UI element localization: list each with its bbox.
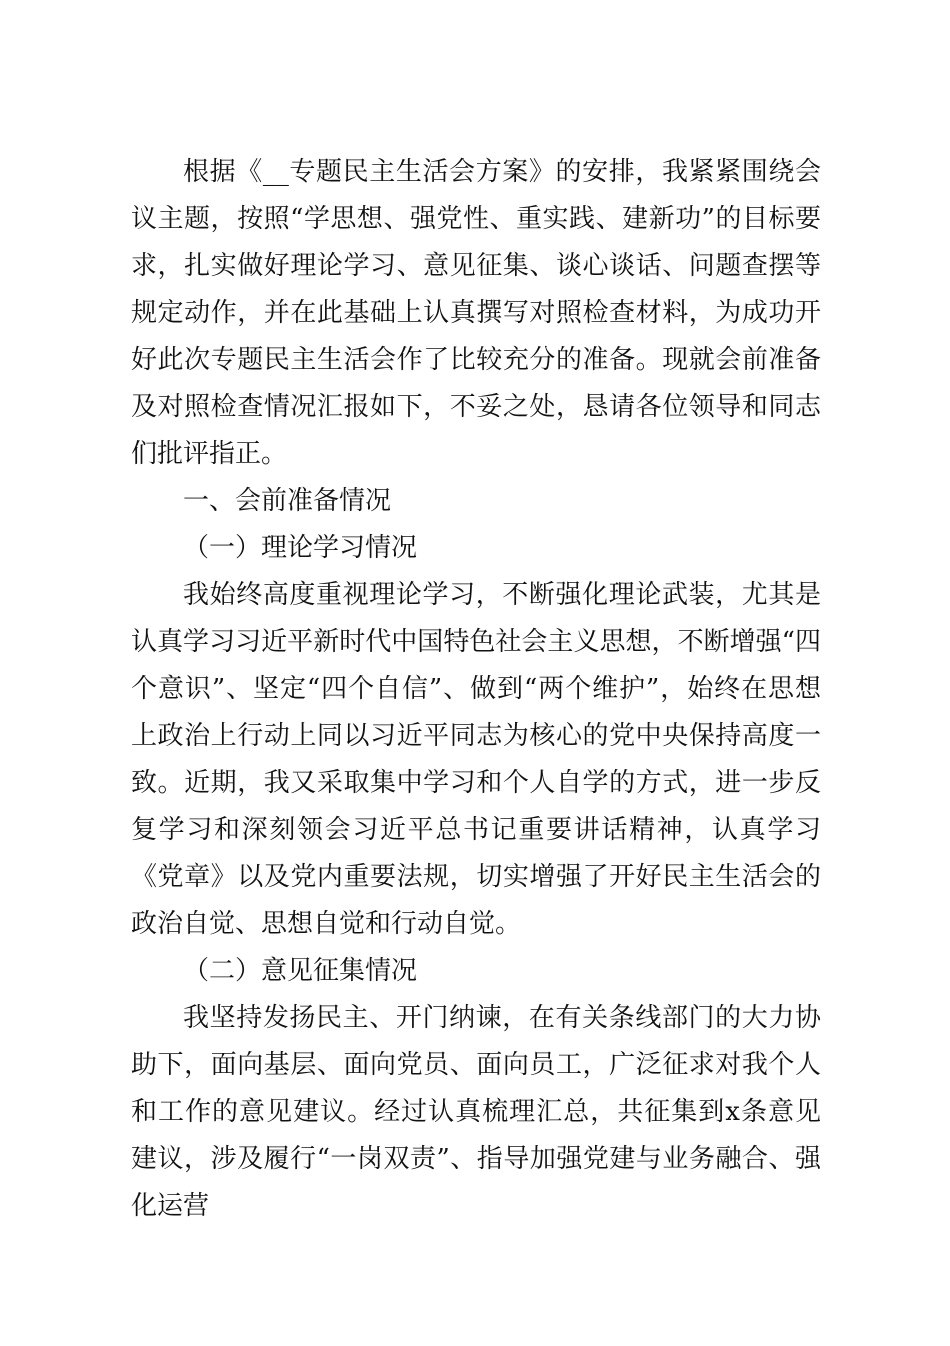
subsection-heading-2: （二）意见征集情况: [183, 956, 418, 986]
section-heading-1: 一、会前准备情况: [183, 486, 392, 516]
theory-study-paragraph: 我始终高度重视理论学习，不断强化理论武装，尤其是认真学习习近平新时代中国特色社会主义思想，不断增强“四个意识”、坚定“四个自信”、做到“两个维护”，始终在思想上政治上行动上同以习近平同志为核心的党中央保持高度一致。近期，我又采取集中学习和个人自学的方式，进一步反复学习和深刻领会习近平总书记重要讲话精神，认真学习《党章》以及党内重要法规，切实增强了开好民主生活会的政治自觉、思想自觉和行动自觉。: [131, 580, 821, 939]
intro-paragraph: 根据《__专题民主生活会方案》的安排，我紧紧围绕会议主题，按照“学思想、强党性、重实践、建新功”的目标要求，扎实做好理论学习、意见征集、谈心谈话、问题查摆等规定动作，并在此基础上认真撰写对照检查材料，为成功开好此次专题民主生活会作了比较充分的准备。现就会前准备及对照检查情况汇报如下，不妥之处，恳请各位领导和同志们批评指正。: [131, 157, 821, 469]
document-body: [131, 149, 821, 1230]
opinion-collection-paragraph: 我坚持发扬民主、开门纳谏，在有关条线部门的大力协助下，面向基层、面向党员、面向员工，广泛征求对我个人和工作的意见建议。经过认真梳理汇总，共征集到x条意见建议，涉及履行“一岗双责”、指导加强党建与业务融合、强化运营: [131, 1003, 821, 1221]
subsection-heading-1: （一）理论学习情况: [183, 533, 418, 563]
